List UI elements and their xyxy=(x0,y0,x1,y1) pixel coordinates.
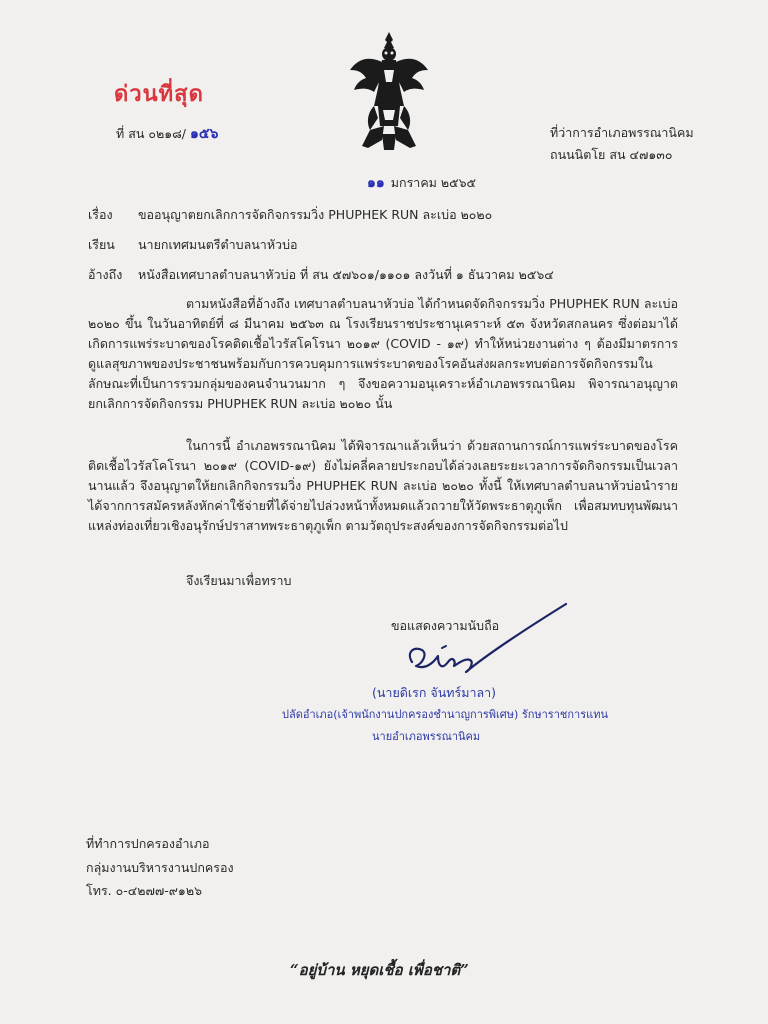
letter-date xyxy=(367,175,476,191)
body-paragraph-2 xyxy=(88,436,678,536)
body-paragraph-1-text: ตามหนังสือที่อ้างถึง เทศบาลตำบลนาหัวบ่อ ได้กำหนดจัดกิจกรรมวิ่ง PHUPHEK RUN ละเบ่อ ๒๐๒๐ ขึ้น ในวันอาทิตย์ที่ ๘ มีนาคม ๒๕๖๓ ณ โรงเรียนราชประชานุเคราะห์ ๕๓ จังหวัดสกลนคร ซึ่งต่อมาได้เกิดการแพร่ระบาดของโรคติดเชื้อไวรัสโคโรนา ๒๐๑๙ (COVID - ๑๙) ทำให้หน่วยงานต่าง ๆ ต้องมีมาตรการดูแลสุขภาพของประชาชนพร้อมกับการควบคุมการแพร่ระบาดของโรคอันส่งผลกระทบต่อการจัดกิจกรรมในลักษณะที่เป็นการรวมกลุ่มของคนจำนวนมาก ๆ จึงขอความอนุเคราะห์อำเภอพรรณานิคม พิจารณาอนุญาตยกเลิกการจัดกิจกรรม PHUPHEK RUN ละเบ่อ ๒๐๒๐ นั้น xyxy=(88,296,678,411)
addressee-text: นายกเทศมนตรีตำบลนาหัวบ่อ xyxy=(138,237,298,252)
document-number xyxy=(116,126,218,142)
date-day-handwritten: ๑๑ xyxy=(367,175,385,191)
signatory-name: (นายดิเรก จันทร์มาลา) xyxy=(372,685,497,700)
footer-department-line2: กลุ่มงานบริหารงานปกครอง xyxy=(86,860,234,875)
addressee-label: เรียน xyxy=(88,237,115,252)
handwritten-signature-icon xyxy=(398,600,573,685)
signature-respect: ขอแสดงความนับถือ xyxy=(391,618,500,633)
office-address-line1: ที่ว่าการอำเภอพรรณานิคม xyxy=(550,125,694,140)
signatory-title-line1: ปลัดอำเภอ(เจ้าพนักงานปกครองชำนาญการพิเศษ) รักษาราชการแทน xyxy=(282,708,608,721)
body-paragraph-2-text: ในการนี้ อำเภอพรรณานิคม ได้พิจารณาแล้วเห็นว่า ด้วยสถานการณ์การแพร่ระบาดของโรคติดเชื้อไวรัสโคโรนา ๒๐๑๙ (COVID-๑๙) ยังไม่คลี่คลายประกอบได้ล่วงเลยระยะเวลาการจัดกิจกรรมเป็นเวลานานแล้ว จึงอนุญาตให้ยกเลิกกิจกรรมวิ่ง PHUPHEK RUN ละเบ่อ ๒๐๒๐ ทั้งนี้ ให้เทศบาลตำบลนาหัวบ่อนำรายได้จากการสมัครหลังหักค่าใช้จ่ายที่ได้จ่ายไปล่วงหน้าทั้งหมดแล้วถวายให้วัดพระธาตุภูเพ็ก เพื่อสมทบทุนพัฒนาแหล่งท่องเที่ยวเชิงอนุรักษ์ปราสาทพระธาตุภูเพ็ก ตามวัตถุประสงค์ของการจัดกิจกรรมต่อไป xyxy=(88,438,678,533)
reference-text: หนังสือเทศบาลตำบลนาหัวบ่อ ที่ สน ๕๗๖๐๑/๑๑๐๑ ลงวันที่ ๑ ธันวาคม ๒๕๖๔ xyxy=(138,267,554,282)
urgent-stamp: ด่วนที่สุด xyxy=(114,81,204,107)
signatory-title-line2: นายอำเภอพรรณานิคม xyxy=(372,730,481,743)
subject-label: เรื่อง xyxy=(88,207,113,222)
footer-phone: โทร. ๐-๔๒๗๗-๙๑๒๖ xyxy=(86,883,203,898)
garuda-emblem-icon xyxy=(348,30,430,152)
campaign-motto: “อยู่บ้าน หยุดเชื้อ เพื่อชาติ” xyxy=(290,961,469,979)
subject-text: ขออนุญาตยกเลิกการจัดกิจกรรมวิ่ง PHUPHEK RUN ละเบ่อ ๒๐๒๐ xyxy=(138,207,493,222)
body-paragraph-1 xyxy=(88,294,678,414)
document-number-prefix: ที่ สน ๐๒๑๘/ xyxy=(116,126,187,141)
office-address-line2: ถนนนิตโย สน ๔๗๑๓๐ xyxy=(550,147,673,162)
reference-label: อ้างถึง xyxy=(88,267,123,282)
footer-department-line1: ที่ทำการปกครองอำเภอ xyxy=(86,836,210,851)
document-number-handwritten: ๑๕๖ xyxy=(190,126,219,142)
date-month-year: มกราคม ๒๕๖๕ xyxy=(390,175,476,190)
closing-line: จึงเรียนมาเพื่อทราบ xyxy=(186,573,292,588)
